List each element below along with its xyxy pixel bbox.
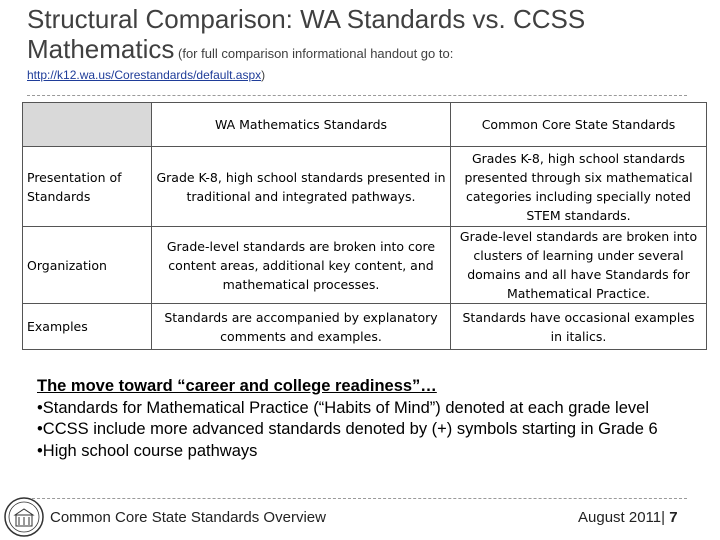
footer-date-page <box>578 509 678 526</box>
row-label-examples: Examples <box>23 304 152 350</box>
column-header-wa: WA Mathematics Standards <box>152 103 451 147</box>
footer-title: Common Core State Standards Overview <box>50 509 326 526</box>
table-header-row <box>23 103 707 147</box>
state-seal-icon <box>4 497 44 537</box>
bottom-divider <box>27 498 687 499</box>
table-corner-cell <box>23 103 152 147</box>
link-close-paren: ) <box>261 68 266 82</box>
cell-wa-organization: Grade-level standards are broken into core content areas, additional key content, and mathematical processes. <box>152 227 451 304</box>
row-label-organization: Organization <box>23 227 152 304</box>
column-header-ccss: Common Core State Standards <box>451 103 707 147</box>
title-subtitle: (for full comparison informational handout go to: <box>174 46 454 61</box>
handout-link[interactable]: http://k12.wa.us/Corestandards/default.aspx <box>27 68 262 82</box>
notes-bullet-3: •High school course pathways <box>37 441 258 460</box>
slide-title <box>27 4 707 69</box>
handout-link-line <box>27 68 265 82</box>
table-row <box>23 304 707 350</box>
cell-ccss-presentation: Grades K-8, high school standards presented through six mathematical categories including specially noted STEM standards. <box>451 147 707 227</box>
table-row <box>23 147 707 227</box>
row-label-presentation: Presentation of Standards <box>23 147 152 227</box>
cell-ccss-examples: Standards have occasional examples in italics. <box>451 304 707 350</box>
title-line-1: Structural Comparison: WA Standards vs. CCSS <box>27 4 586 34</box>
notes-section <box>37 376 697 462</box>
footer-date: August 2011| <box>578 509 666 526</box>
notes-heading: The move toward “career and college readiness”… <box>37 377 437 395</box>
title-line-2: Mathematics <box>27 34 175 64</box>
cell-ccss-organization: Grade-level standards are broken into clusters of learning under several domains and all have Standards for Mathematical Practice. <box>451 227 707 304</box>
notes-bullet-2: •CCSS include more advanced standards denoted by (+) symbols starting in Grade 6 <box>37 420 658 438</box>
page-number: 7 <box>669 509 678 526</box>
top-divider <box>27 95 687 96</box>
cell-wa-examples: Standards are accompanied by explanatory comments and examples. <box>152 304 451 350</box>
table-row <box>23 227 707 304</box>
notes-bullet-1: •Standards for Mathematical Practice (“Habits of Mind”) denoted at each grade level <box>37 398 649 417</box>
cell-wa-presentation: Grade K-8, high school standards presented in traditional and integrated pathways. <box>152 147 451 227</box>
comparison-table <box>22 102 707 350</box>
